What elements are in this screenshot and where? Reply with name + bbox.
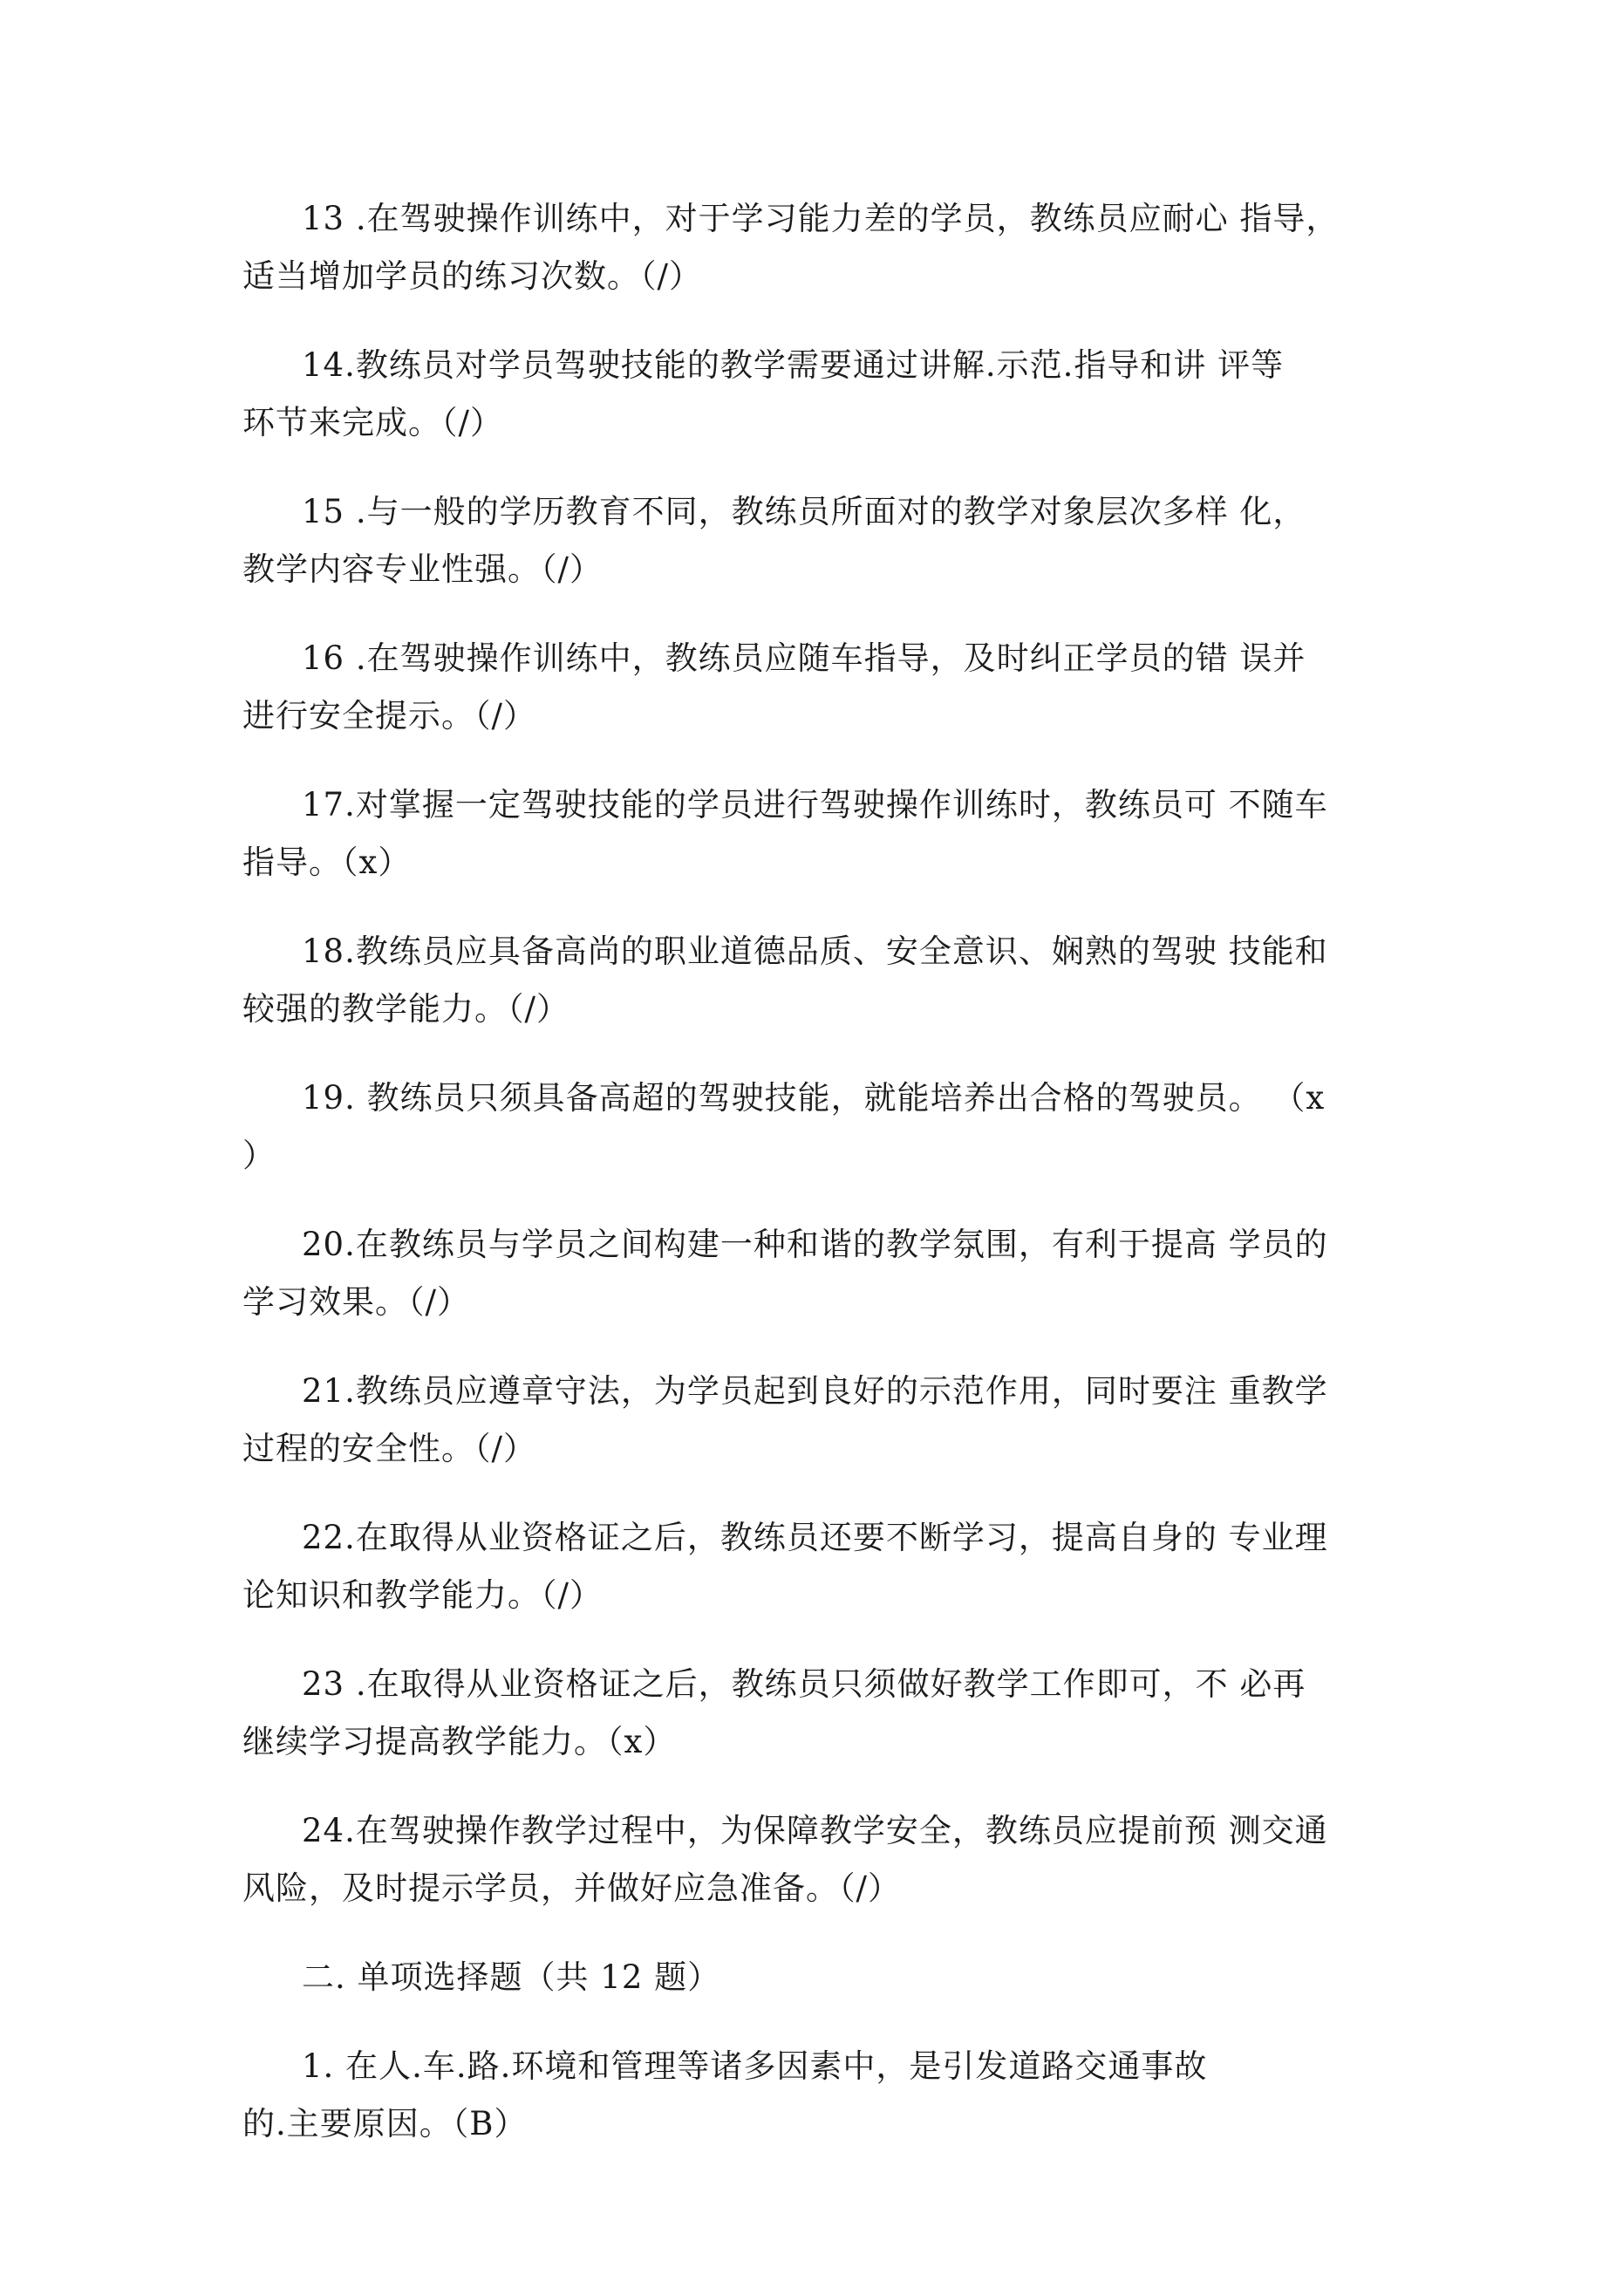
question-21-line-2: 过程的安全性。（/） (242, 1430, 536, 1467)
question-24-line-1: 24.在驾驶操作教学过程中，为保障教学安全，教练员应提前预 测交通 (302, 1812, 1328, 1849)
question-15-line-1: 15 .与一般的学历教育不同，教练员所面对的教学对象层次多样 化， (302, 493, 1306, 530)
question-13-line-1: 13 .在驾驶操作训练中，对于学习能力差的学员，教练员应耐心 指导， (302, 200, 1340, 237)
document-body (242, 190, 1415, 2184)
question-16 (242, 630, 1415, 745)
question-23 (242, 1656, 1415, 1771)
choice-question-1-line-2: 的.主要原因。（B） (242, 2105, 528, 2142)
question-18-line-2: 较强的教学能力。（/） (242, 990, 569, 1028)
question-24 (242, 1802, 1415, 1917)
question-23-line-2: 继续学习提高教学能力。（x） (242, 1723, 677, 1760)
question-18-line-1: 18.教练员应具备高尚的职业道德品质、安全意识、娴熟的驾驶 技能和 (302, 933, 1328, 970)
question-17 (242, 776, 1415, 892)
question-21-line-1: 21.教练员应遵章守法，为学员起到良好的示范作用，同时要注 重教学 (302, 1372, 1328, 1410)
question-20-line-1: 20.在教练员与学员之间构建一种和谐的教学氛围，有利于提高 学员的 (302, 1226, 1328, 1263)
choice-question-1 (242, 2038, 1415, 2153)
question-22-line-2: 论知识和教学能力。（/） (242, 1576, 603, 1614)
question-24-line-2: 风险，及时提示学员，并做好应急准备。（/） (242, 1869, 901, 1907)
question-22-line-1: 22.在取得从业资格证之后，教练员还要不断学习，提高自身的 专业理 (302, 1519, 1328, 1556)
question-19-line-2: ） (242, 1137, 276, 1174)
question-22 (242, 1509, 1415, 1624)
question-14-line-2: 环节来完成。（/） (242, 404, 503, 441)
question-17-line-1: 17.对掌握一定驾驶技能的学员进行驾驶操作训练时，教练员可 不随车 (302, 786, 1328, 823)
question-13-line-2: 适当增加学员的练习次数。（/） (242, 257, 702, 295)
question-13 (242, 190, 1415, 305)
question-15 (242, 483, 1415, 598)
question-23-line-1: 23 .在取得从业资格证之后，教练员只须做好教学工作即可，不 必再 (302, 1665, 1306, 1703)
question-20 (242, 1216, 1415, 1331)
question-14-line-1: 14.教练员对学员驾驶技能的教学需要通过讲解.示范.指导和讲 评等 (302, 346, 1285, 384)
question-20-line-2: 学习效果。（/） (242, 1283, 470, 1321)
question-16-line-1: 16 .在驾驶操作训练中，教练员应随车指导，及时纠正学员的错 误并 (302, 639, 1306, 677)
question-15-line-2: 教学内容专业性强。（/） (242, 550, 603, 588)
question-14 (242, 337, 1415, 452)
section-heading-single-choice: 二. 单项选择题（共 12 题） (302, 1958, 721, 1996)
question-17-line-2: 指导。（x） (242, 844, 412, 881)
question-18 (242, 923, 1415, 1038)
question-21 (242, 1363, 1415, 1478)
question-16-line-2: 进行安全提示。（/） (242, 697, 536, 735)
question-19-line-1: 19. 教练员只须具备高超的驾驶技能，就能培养出合格的驾驶员。 （x (302, 1079, 1326, 1117)
question-19 (242, 1069, 1415, 1185)
choice-question-1-line-1: 1. 在人.车.路.环境和管理等诸多因素中，是引发道路交通事故 (302, 2047, 1208, 2085)
